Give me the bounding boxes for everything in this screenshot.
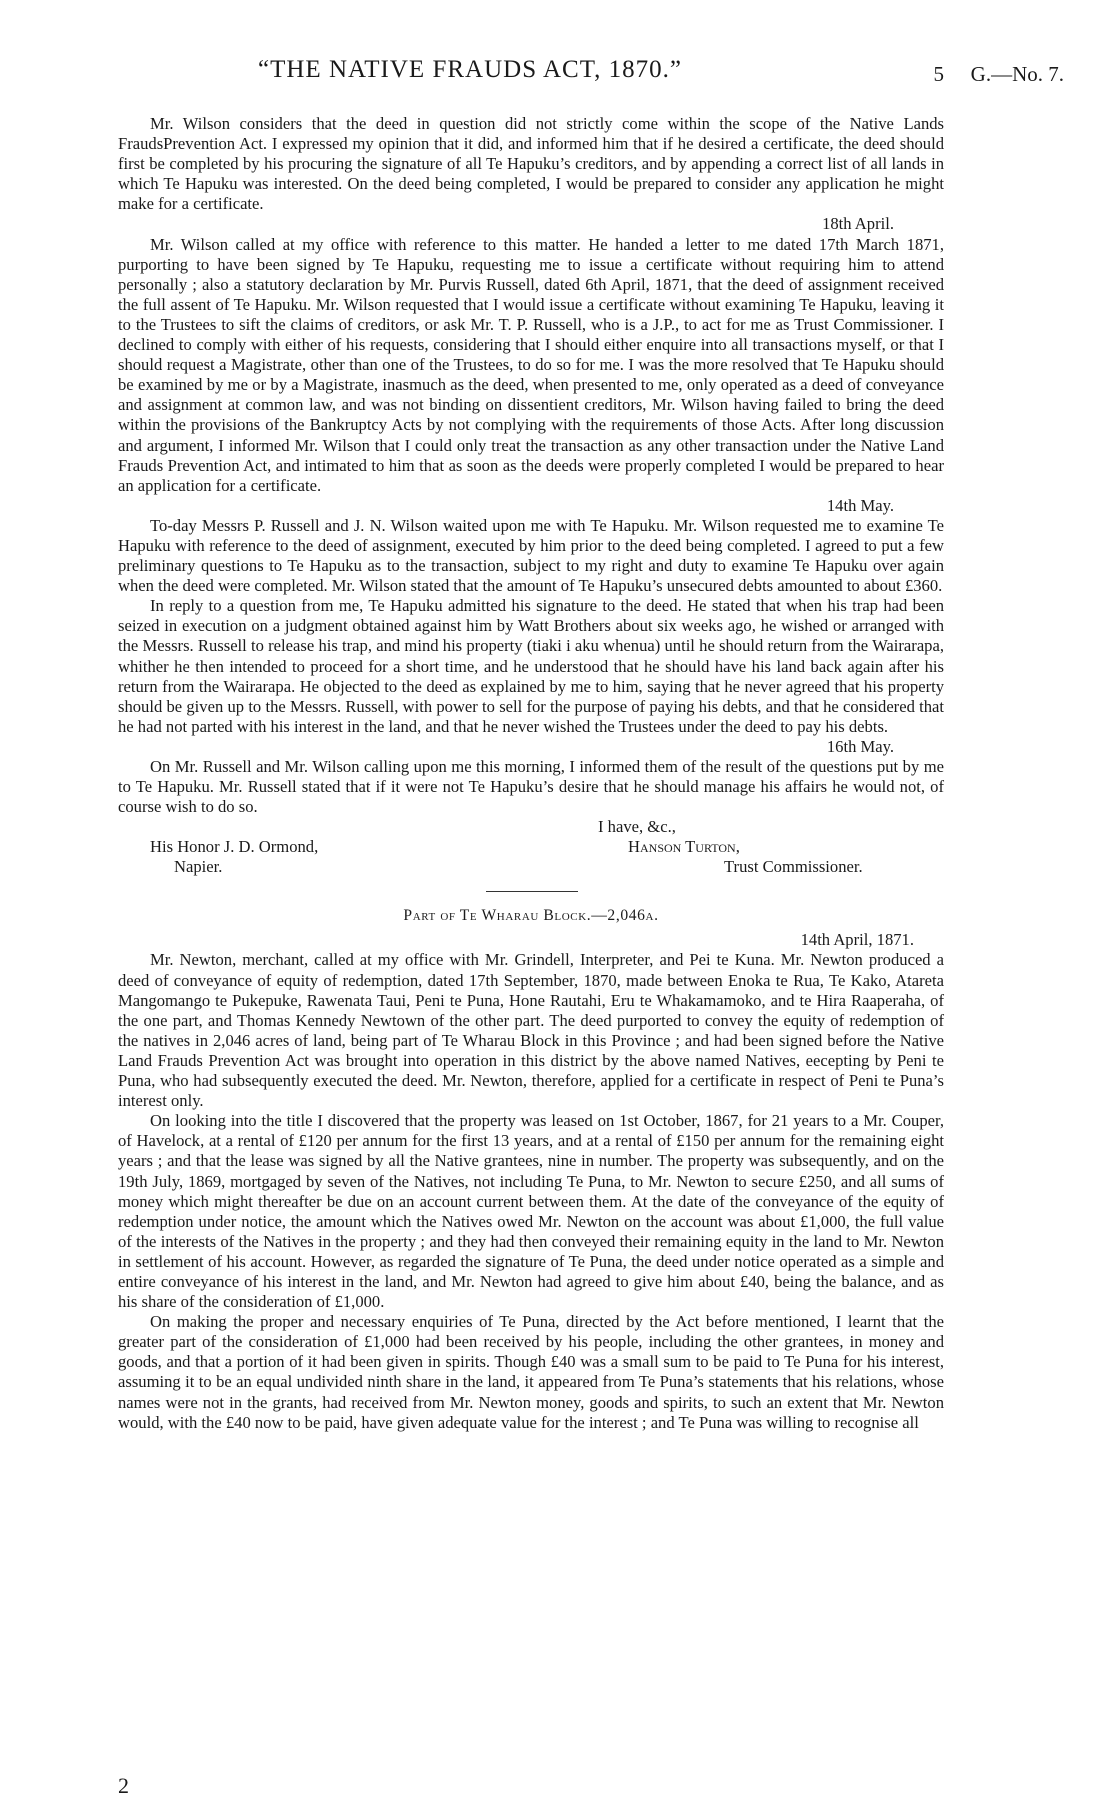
paragraph: Mr. Wilson called at my office with reference to this matter. He handed a letter to me dated 17th March 1871, purporting to have been signed by Te Hapuku, requesting me to issue a certificate without requiring him to attend personally ; also a statutory declaration by Mr. Purvis Russell, dated 6th April, 1871, that the deed of assignment received the full assent of Te Hapuku. Mr. Wilson requested that I would issue a certificate without examining Te Hapuku, leaving it to the Trustees to sift the claims of creditors, or ask Mr. T. P. Russell, who is a J.P., to act for me as Trust Commissioner. I declined to comply with either of his requests, considering that I should either enquire into all transactions myself, or that I should request a Magistrate, other than one of the Trustees, to do so for me. I was the more resolved that Te Hapuku should be examined by me or by a Magistrate, inasmuch as the deed, when presented to me, only operated as a deed of conveyance and assignment at common law, and was not binding on dissentient creditors, Mr. Wilson having failed to bring the deed within the provisions of the Bankruptcy Acts by not complying with the requirements of those Acts. After long discussion and argument, I informed Mr. Wilson that I could only treat the transaction as any other transaction under the Native Land Frauds Prevention Act, and intimated to him that as soon as the deeds were properly completed I would be prepared to hear an application for a certificate. bbox=[118, 234, 944, 495]
document-body bbox=[118, 114, 944, 1433]
signer-name: Hanson Turton, bbox=[628, 837, 740, 857]
running-header bbox=[118, 56, 1064, 90]
page-number: 5 bbox=[933, 62, 944, 86]
entry-date: 14th April, 1871. bbox=[800, 930, 914, 950]
paragraph: To-day Messrs P. Russell and J. N. Wilson waited upon me with Te Hapuku. Mr. Wilson requested me to examine Te Hapuku with reference to the deed of assignment, executed by him prior to the deed being completed. I agreed to put a few preliminary questions to Te Hapuku as to the transaction, subject to my right and duty to examine Te Hapuku over again when the deed were completed. Mr. Wilson stated that the amount of Te Hapuku’s unsecured debts amounted to about £360. bbox=[118, 515, 944, 596]
signer-role: Trust Commissioner. bbox=[724, 857, 863, 877]
paragraph: In reply to a question from me, Te Hapuku admitted his signature to the deed. He stated that when his trap had been seized in execution on a judgment obtained against him by Watt Brothers about six weeks ago, he wished or arranged with the Messrs. Russell to release his trap, and mind his property (tiaki i aku whenua) until he should return from the Wairarapa, whither he then intended to proceed for a short time, and he understood that he should have his land back again after his return from the Wairarapa. He objected to the deed as explained by me to him, saying that he never agreed that his property should be given up to the Messrs. Russell, with power to sell for the purpose of paying his debts, and that he considered that he had not parted with his interest in the land, and that he never wished the Trustees under the deed to pay his debts. bbox=[118, 596, 944, 736]
section-heading: Part of Te Wharau Block.—2,046a. bbox=[403, 907, 659, 925]
series-number: G.—No. 7. bbox=[970, 62, 1064, 86]
entry-date: 14th May. bbox=[826, 495, 894, 515]
signature-block bbox=[118, 817, 944, 879]
sheet-signature-mark: 2 bbox=[118, 1773, 129, 1798]
entry-date: 18th April. bbox=[822, 214, 894, 234]
closing-line: I have, &c., bbox=[598, 817, 676, 837]
addressee-place: Napier. bbox=[174, 857, 223, 877]
paragraph: Mr. Wilson considers that the deed in question did not strictly come within the scope of the Native Lands FraudsPrevention Act. I expressed my opinion that it did, and informed him that if he desired a certificate, the deed should first be completed by his procuring the signature of all Te Hapuku’s creditors, and by appending a correct list of all lands in which Te Hapuku was interested. On the deed being completed, I would be prepared to consider any application he might make for a certificate. bbox=[118, 114, 944, 214]
paragraph: On looking into the title I discovered that the property was leased on 1st October, 1867, for 21 years to a Mr. Couper, of Havelock, at a rental of £120 per annum for the first 13 years, and at a rental of £150 per annum for the remaining eight years ; and that the lease was signed by all the Native grantees, nine in number. The property was subsequently, and on the 19th July, 1869, mortgaged by seven of the Natives, not including Te Puna, to Mr. Newton to secure £250, and all sums of money which might thereafter be due on an account current between them. At the date of the conveyance of the equity of redemption under notice, the amount which the Natives owed Mr. Newton on the account was about £1,000, the full value of the interests of the Natives in the property ; and they had then conveyed their remaining equity in the land to Mr. Newton in settlement of his account. However, as regarded the signature of Te Puna, the deed under notice operated as a simple and entire conveyance of his interest in the land, and Mr. Newton had agreed to give him about £40, being the balance, and as his share of the consideration of £1,000. bbox=[118, 1111, 944, 1312]
paragraph: On Mr. Russell and Mr. Wilson calling upon me this morning, I informed them of the result of the questions put by me to Te Hapuku. Mr. Russell stated that if it were not Te Hapuku’s desire that he should manage his affairs he would not, of course wish to do so. bbox=[118, 757, 944, 817]
section-divider bbox=[486, 891, 578, 892]
addressee: His Honor J. D. Ormond, bbox=[150, 837, 319, 857]
entry-date: 16th May. bbox=[826, 736, 894, 756]
paragraph: On making the proper and necessary enquiries of Te Puna, directed by the Act before mentioned, I learnt that the greater part of the consideration of £1,000 had been received by his people, including the other grantees, in money and goods, and that a portion of it had been given in spirits. Though £40 was a small sum to be paid to Te Puna for his interest, assuming it to be an equal undivided ninth share in the land, it appeared from Te Puna’s statements that his relations, whose names were not in the grants, had received from Mr. Newton money, goods and spirits, to such an extent that Mr. Newton would, with the £40 now to be paid, have given adequate value for the interest ; and Te Puna was willing to recognise all bbox=[118, 1312, 944, 1432]
page-title: “THE NATIVE FRAUDS ACT, 1870.” bbox=[258, 56, 682, 83]
paragraph: Mr. Newton, merchant, called at my office with Mr. Grindell, Interpreter, and Pei te Kuna. Mr. Newton produced a deed of conveyance of equity of redemption, dated 17th September, 1870, made between Enoka te Rua, Te Kako, Atareta Mangomango te Pukepuke, Rawenata Taui, Peni te Puna, Hone Rautahi, Eru te Whakamamoko, and te Hira Raaperaha, of the one part, and Thomas Kennedy Newtown of the other part. The deed purported to convey the equity of redemption of the natives in 2,046 acres of land, being part of Te Wharau Block in this Province ; and had been signed before the Native Land Frauds Prevention Act was brought into operation in this district by the above named Natives, eecepting by Peni te Puna, who had subsequently executed the deed. Mr. Newton, therefore, applied for a certificate in respect of Peni te Puna’s interest only. bbox=[118, 950, 944, 1111]
